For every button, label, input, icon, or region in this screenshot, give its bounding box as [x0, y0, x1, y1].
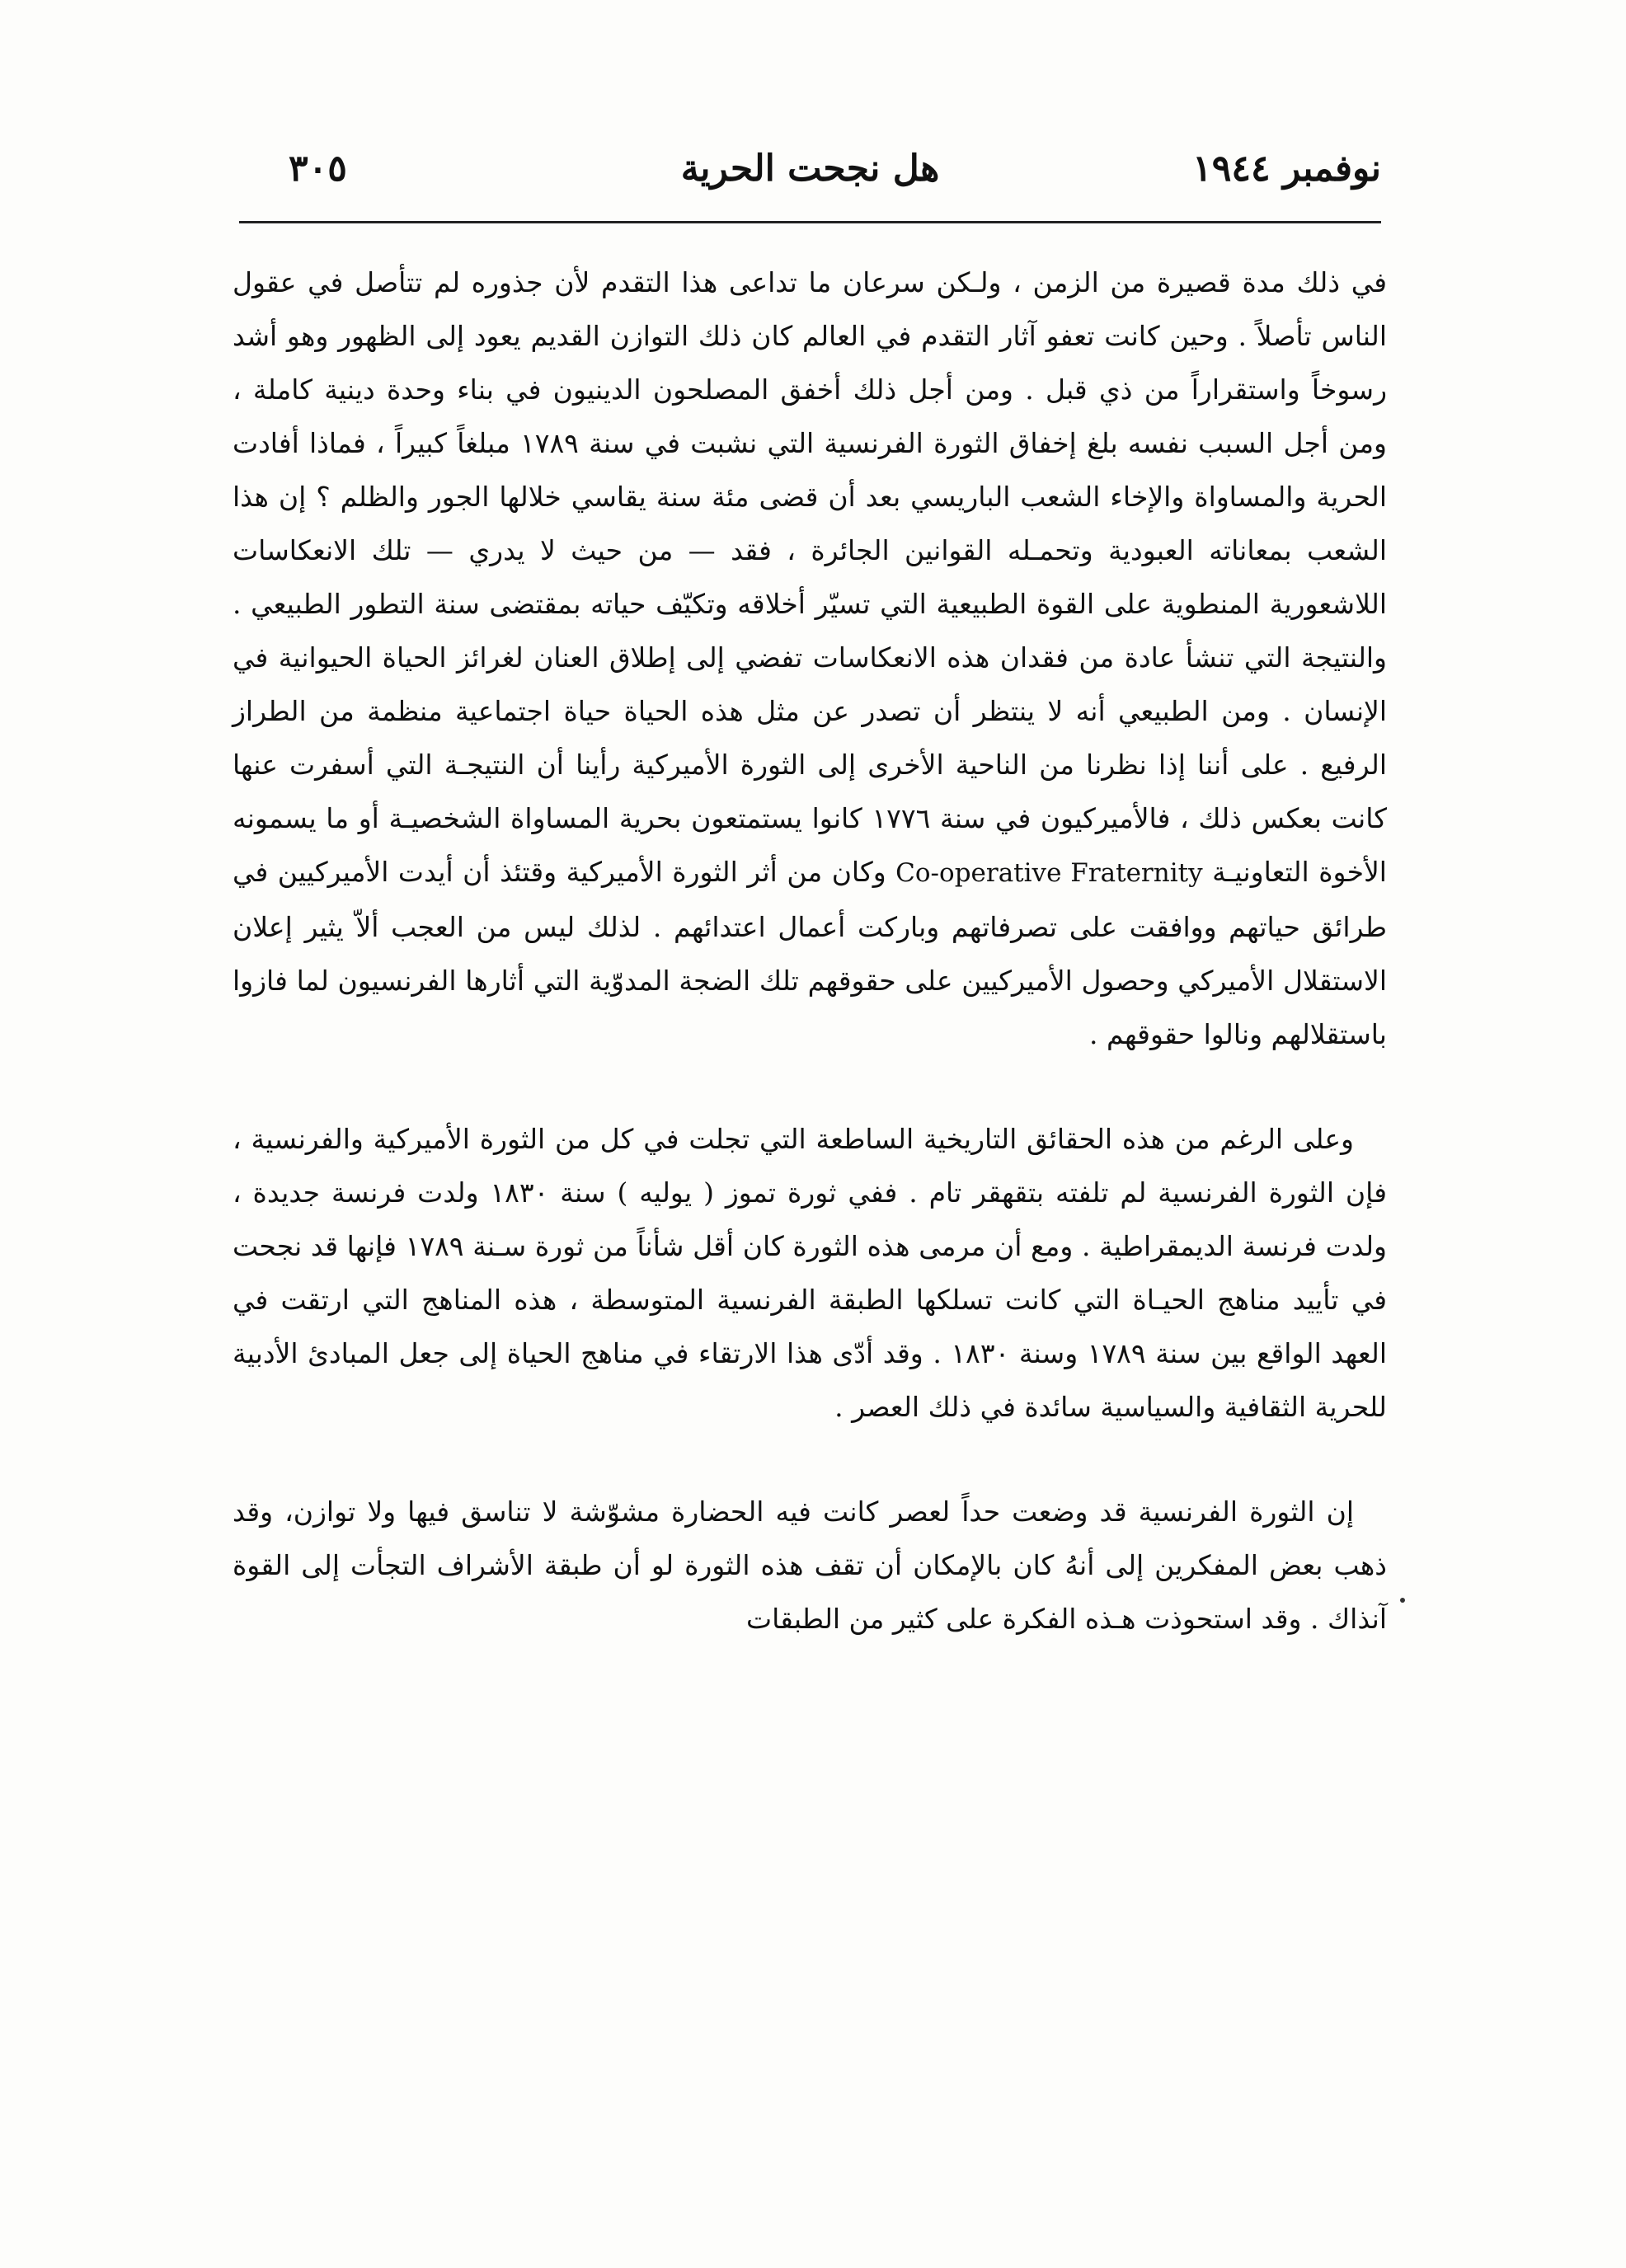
paragraph-1: [233, 256, 1387, 1061]
header-date: نوفمبر ١٩٤٤: [1192, 148, 1381, 190]
margin-mark: [1400, 1598, 1405, 1603]
paragraph-1-part-1: في ذلك مدة قصيرة من الزمن ، ولـكن سرعان ما تداعى هذا التقدم لأن جذوره لم تتأصل في عقول الناس تأصلاً . وحين كانت تعفو آثار التقدم في العالم كان ذلك التوازن القديم يعود إلى الظهور وهو أشد رسوخاً واستقراراً من ذي قبل . ومن أجل ذلك أخفق المصلحون الدينيون في بناء وحدة دينية كاملة ، ومن أجل السبب نفسه بلغ إخفاق الثورة الفرنسية التي نشبت في سنة ١٧٨٩ مبلغاً كبيراً ، فماذا أفادت الحرية والمساواة والإخاء الشعب الباريسي بعد أن قضى مئة سنة يقاسي خلالها الجور والظلم ؟ إن هذا الشعب بمعاناته العبودية وتحمـله القوانين الجائرة ، فقد — من حيث لا يدري — تلك الانعكاسات اللاشعورية المنطوية على القوة الطبيعية التي تسيّر أخلاقه وتكيّف حياته بمقتضى سنة التطور الطبيعي . والنتيجة التي تنشأ عادة من فقدان هذه الانعكاسات تفضي إلى إطلاق العنان لغرائز الحياة الحيوانية في الإنسان . ومن الطبيعي أنه لا ينتظر أن تصدر عن مثل هذه الحياة حياة اجتماعية منظمة من الطراز الرفيع . على أننا إذا نظرنا من الناحية الأخرى إلى الثورة الأميركية رأينا أن النتيجـة التي أسفرت عنها كانت بعكس ذلك ، فالأميركيون في سنة ١٧٧٦ كانوا يستمتعون بحرية المساواة الشخصيـة أو ما يسمونه الأخوة التعاونيـة: [233, 266, 1387, 888]
paragraph-3: إن الثورة الفرنسية قد وضعت حداً لعصر كانت فيه الحضارة مشوّشة لا تناسق فيها ولا توازن، وقد ذهب بعض المفكرين إلى أنهُ كان بالإمكان أن تقف هذه الثورة لو أن طبقة الأشراف التجأت إلى القوة آنذاك . وقد استحوذت هـذه الفكرة على كثير من الطبقات: [233, 1496, 1387, 1635]
latin-term: Co-operative Fraternity: [895, 858, 1203, 888]
body-text: [233, 256, 1387, 1697]
running-header: [239, 136, 1381, 202]
paragraph-2: وعلى الرغم من هذه الحقائق التاريخية الساطعة التي تجلت في كل من الثورة الأميركية والفرنسية ، فإن الثورة الفرنسية لم تلفته بتقهقر تام . ففي ثورة تموز ( يوليه ) سنة ١٨٣٠ ولدت فرنسة جديدة ، ولدت فرنسة الديمقراطية . ومع أن مرمى هذه الثورة كان أقل شأناً من ثورة سـنة ١٧٨٩ فإنها قد نجحت في تأييد مناهج الحيـاة التي كانت تسلكها الطبقة الفرنسية المتوسطة ، هذه المناهج التي ارتقت في العهد الواقع بين سنة ١٧٨٩ وسنة ١٨٣٠ . وقد أدّى هذا الارتقاء في مناهج الحياة إلى جعل المبادئ الأدبية للحرية الثقافية والسياسية سائدة في ذلك العصر .: [233, 1123, 1387, 1423]
page-number: ٣٠٥: [289, 148, 347, 190]
header-divider: [239, 221, 1381, 223]
paragraph-1-part-2: وكان من أثر الثورة الأميركية وقتئذ أن أيدت الأميركيين في طرائق حياتهم ووافقت على تصرفاتهم وباركت أعمال اعتدائهم . لذلك ليس من العجب ألاّ يثير إعلان الاستقلال الأميركي وحصول الأميركيين على حقوقهم تلك الضجة المدوّية التي أثارها الفرنسيون لما فازوا باستقلالهم ونالوا حقوقهم .: [233, 856, 1387, 1050]
header-title: هل نجحت الحرية: [680, 148, 940, 190]
